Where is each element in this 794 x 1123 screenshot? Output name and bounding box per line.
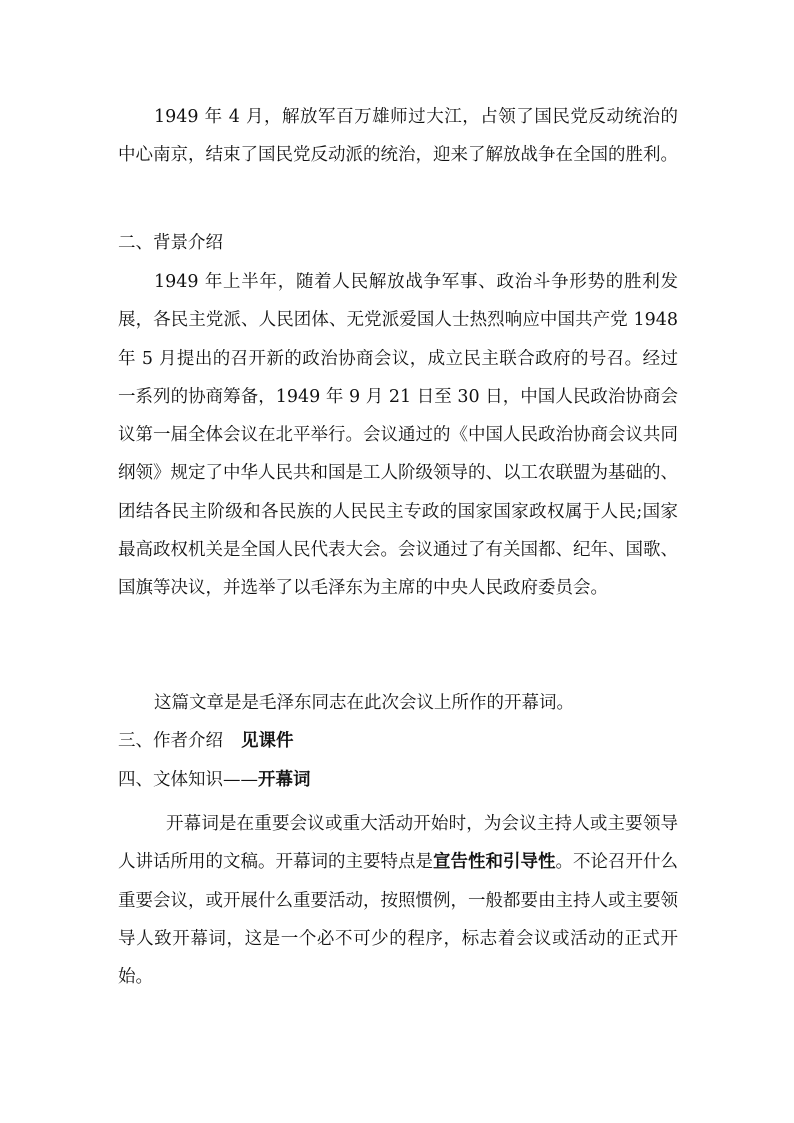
- section-heading-author: [118, 722, 678, 760]
- section-heading-genre-label: 四、文体知识——: [118, 770, 258, 790]
- section-heading-background: 二、背景介绍: [118, 233, 223, 253]
- paragraph-opening-speech-definition: [118, 805, 678, 996]
- paragraph-background-cppcc: 1949 年上半年，随着人民解放战争军事、政治斗争形势的胜利发展，各民主党派、人民团体、无党派爱国人士热烈响应中国共产党 1948 年 5 月提出的召开新的政治协商会议，成立民主联合政府的号召。经过一系列的协商筹备，1949 年 9 月 21 日至 30 日，中国人民政治协商会议第一届全体会议在北平举行。会议通过的《中国人民政治协商会议共同纲领》规定了中华人民共和国是工人阶级领导的、以工农联盟为基础的、团结各民主阶级和各民族的人民民主专政的国家国家政权属于人民;国家最高政权机关是全国人民代表大会。会议通过了有关国都、纪年、国歌、国旗等决议，并选举了以毛泽东为主席的中央人民政府委员会。: [118, 272, 678, 599]
- section-heading-genre-knowledge: [118, 761, 678, 799]
- paragraph-article-origin: 这篇文章是是毛泽东同志在此次会议上所作的开幕词。: [154, 693, 574, 713]
- section-heading-author-label: 三、作者介绍: [118, 731, 223, 751]
- definition-text-part-1: 开幕词是在重要会议或重大活动开始时，为会议主持人或主要领导人讲话所用的文稿。开幕词的主要特点是: [118, 814, 678, 873]
- paragraph-liberation-of-nanjing: 1949 年 4 月，解放军百万雄师过大江，占领了国民党反动统治的中心南京，结束了国民党反动派的统治，迎来了解放战争在全国的胜利。: [118, 107, 678, 166]
- definition-text-part-2: 。不论召开什么重要会议，或开展什么重要活动，按照惯例，一般都要由主持人或主要领导人致开幕词，这是一个必不可少的程序，标志着会议或活动的正式开始。: [118, 852, 678, 988]
- genre-term: 开幕词: [258, 770, 311, 790]
- see-courseware-note: 见课件: [241, 731, 294, 751]
- definition-emphasis: 宣告性和引导性: [433, 852, 556, 873]
